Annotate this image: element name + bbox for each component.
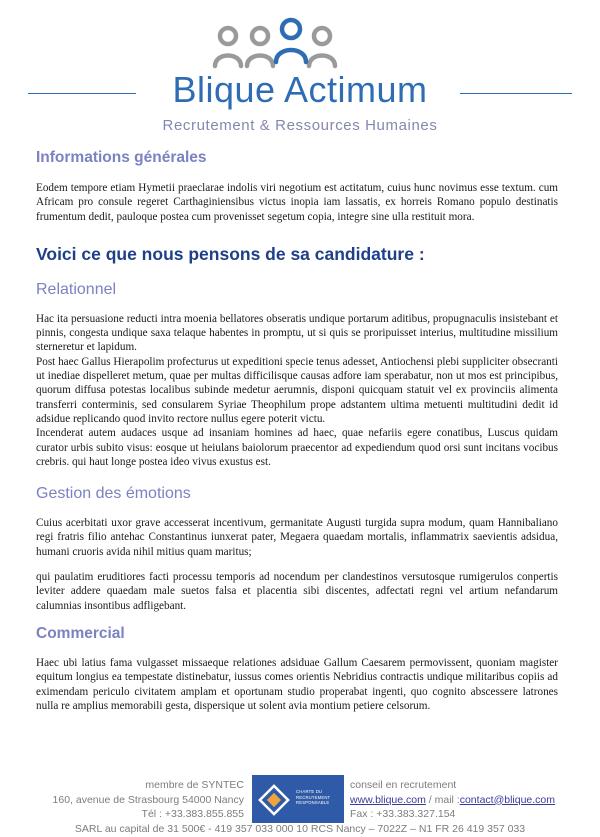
emotions-paragraph-2: qui paulatim eruditiores facti processu temporis ad nocendum per clandestinos versutosque rumigerulos conpertis leviter addere quaedam male suetos falsa et placentia sibi discentes, adfectati regni vel artium nefandarum calumnias insontibus adfligebant.	[36, 571, 558, 612]
footer-contact-left	[53, 778, 244, 822]
relationnel-paragraph-3: Incenderat autem audaces usque ad insaniam homines ad haec, quae nefariis egere conatibus, Luscus quidam curator urbis subito visus: eosque ut heiulans baiolorum praecentor ad expediendum quod orsi sunt incitans vocibus crebris. qui haut longe postea ideo vivus exustus est.	[36, 427, 558, 468]
four-people-icon	[210, 16, 340, 74]
relationnel-paragraph-2: Post haec Gallus Hierapolim profecturus ut expeditioni specie tenus adesset, Antiochensi plebi suppliciter obsecranti ut inediae dispelleret metum, quae per multas difficilisque causas adfore iam sperabatur, non ut mos est principibus, quorum diffusa potestas localibus subinde medetur aerumnis, disponi quicquam statuit vel ex provinciis alimenta transferri conterminis, sed consularem Syriae Theophilum prope adstantem ultima metuenti multitudini dedit id adsidue replicando quod invito rectore nullus egere poterit victu.	[36, 355, 558, 425]
footer-fax: Fax : +33.383.327.154	[350, 808, 456, 820]
diamond-logo-icon	[258, 784, 290, 816]
charter-badge-text: CHARTE DU RECRUTEMENT RESPONSABLE	[296, 789, 331, 805]
section-title-relationnel: Relationnel	[36, 280, 117, 298]
general-paragraph: Eodem tempore etiam Hymetii praeclarae indolis viri negotium est actitatum, cuius hunc novimus esse textum. cum Africam pro consule regeret Carthaginiensibus victus inopia iam lassatis, ex horreis Romano populo destinatis frumentum dedit, pauloque postea cum provenisset segetum copia, integre sine ulla restituit mora.	[36, 182, 558, 223]
emotions-paragraph-1: Cuius acerbitati uxor grave accesserat incentivum, germanitate Augusti turgida supra modum, quam Hannibaliano regi fratris filio antehac Constantinus iunxerat pater, Megaera quaedam mortalis, inflammatrix saevientis adsidua, humani cruoris avida nihil mitius quam maritus;	[36, 517, 558, 558]
mail-label: / mail :	[425, 793, 460, 806]
charter-badge	[252, 775, 344, 823]
footer-contact-right	[350, 778, 555, 822]
letterhead	[0, 0, 600, 140]
footer-address: 160, avenue de Strasbourg 54000 Nancy	[52, 793, 244, 806]
section-title-commercial: Commercial	[36, 624, 125, 642]
brand-tagline: Recrutement & Ressources Humaines	[162, 117, 438, 134]
header-rule-right	[460, 93, 572, 94]
commercial-paragraph: Haec ubi latius fama vulgasset missaeque relationes adsiduae Gallum Caesarem permovissent, quoniam magister equitum longius ea tempestate distinebatur, iussus comes orientis Nebridius contractis undique militaribus copiis ad eximendam periculo civitatem amplam et oportunam studio properabat ingenti, quo cognito abscessere latrones nulla re amplius memorabili gesta, dispersique ut solent avia montium petiere celsorum.	[36, 656, 558, 712]
relationnel-paragraph-1: Hac ita persuasione reducti intra moenia bellatores obseratis undique portarum aditibus, propugnaculis insistebant et pinnis, congesta undique saxa telaque habentes in promptu, ut si quis se proripuisset interius, multitudine missilium sterneretur et lapidum.	[36, 312, 558, 354]
footer-service: conseil en recrutement	[350, 779, 457, 791]
footer-syntec: membre de SYNTEC	[145, 779, 244, 791]
report-content	[36, 148, 558, 713]
brand-name: Blique Actimum	[172, 69, 428, 110]
email-link[interactable]: contact@blique.com	[459, 793, 556, 806]
section-title-general: Informations générales	[36, 149, 207, 166]
footer-phone: Tél : +33.383.855.855	[141, 808, 244, 820]
footer-legal: SARL au capital de 31 500€ - 419 357 033 000 10 RCS Nancy – 7022Z – N1 FR 26 419 357 033	[74, 823, 526, 835]
website-link[interactable]: www.blique.com	[350, 793, 426, 806]
section-title-emotions: Gestion des émotions	[36, 485, 191, 503]
candidature-headline: Voici ce que nous pensons de sa candidature :	[36, 243, 425, 264]
